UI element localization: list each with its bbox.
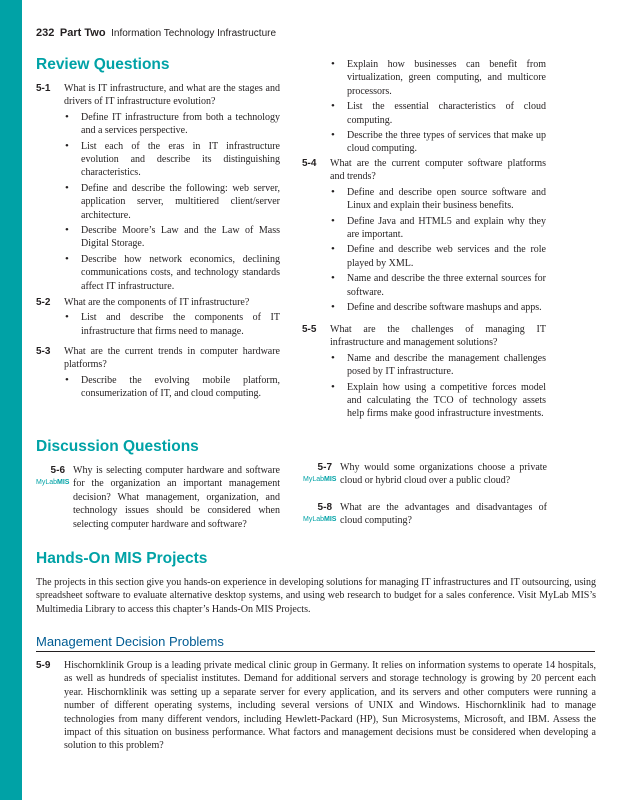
- bullet-item: • Define and describe the following: web server, application server, multitiered client/server architecture.: [64, 182, 280, 222]
- question-text: What is IT infrastructure, and what are the stages and drivers of IT infrastructure evolution?: [64, 83, 280, 108]
- bullet-item: • Name and describe the three external sources for software.: [330, 272, 546, 299]
- bullet-item: • Describe the three types of services that make up cloud computing.: [330, 129, 546, 156]
- hands-on-intro: The projects in this section give you hands-on experience in developing solutions for managing IT infrastructures and IT outsourcing, using spreadsheet software to evaluate alternative desktop systems, and using web research to budget for a sales conference. Visit MyLab MIS’s Multimedia Library to access this chapter’s Hands-On MIS Projects.: [36, 577, 596, 615]
- question-number: 5-7: [317, 462, 332, 473]
- question-5-5: [302, 323, 546, 424]
- question-text: What are the components of IT infrastructure?: [64, 297, 250, 308]
- question-5-3: [36, 345, 280, 404]
- mylab-mis-tag: MyLabMIS: [36, 479, 70, 486]
- bullet-item: • List and describe the components of IT infrastructure that firms need to manage.: [64, 311, 280, 338]
- question-number: 5-4: [302, 158, 317, 169]
- section-rule: [36, 651, 595, 652]
- bullet-item: • Define and describe software mashups and apps.: [330, 301, 546, 314]
- running-header: [36, 27, 276, 39]
- question-5-9: [36, 659, 596, 753]
- mylab-mis-tag: MyLabMIS: [303, 516, 337, 523]
- bullet-item: • Describe how network economics, declining communications costs, and technology standards affect IT infrastructure.: [64, 253, 280, 293]
- question-text: Why is selecting computer hardware and software for the organization an important management decision? What management, organization, and technology issues should be considered when selecting computer hardware and software?: [73, 465, 280, 530]
- bullet-item: • Define Java and HTML5 and explain why they are important.: [330, 215, 546, 242]
- question-text: Why would some organizations choose a private cloud or hybrid cloud over a public cloud?: [340, 462, 547, 487]
- question-text: What are the challenges of managing IT infrastructure and management solutions?: [330, 324, 546, 349]
- page-number: 232: [36, 27, 55, 39]
- bullet-item: • List each of the eras in IT infrastructure evolution and describe its distinguishing characteristics.: [64, 140, 280, 180]
- question-number: 5-2: [36, 297, 51, 308]
- question-5-1: [36, 82, 280, 296]
- question-text: What are the current trends in computer hardware platforms?: [64, 346, 280, 371]
- bullet-item: • List the essential characteristics of cloud computing.: [330, 100, 546, 127]
- discussion-questions-heading: Discussion Questions: [36, 438, 199, 455]
- bullet-item: • Define and describe open source software and Linux and explain their business benefits.: [330, 186, 546, 213]
- part-title: Information Technology Infrastructure: [111, 28, 277, 39]
- bullet-item: • Explain how using a competitive forces model and calculating the TCO of technology assets help firms make good infrastructure investments.: [330, 381, 546, 421]
- question-number: 5-6: [50, 465, 65, 476]
- mylab-mis-tag: MyLabMIS: [303, 476, 337, 483]
- question-text: What are the advantages and disadvantages of cloud computing?: [340, 502, 547, 527]
- bullet-item: • Define IT infrastructure from both a technology and a services perspective.: [64, 111, 280, 138]
- question-text: What are the current computer software platforms and trends?: [330, 158, 546, 183]
- review-questions-heading: Review Questions: [36, 56, 170, 73]
- question-number: 5-8: [317, 502, 332, 513]
- question-5-2: [36, 296, 280, 341]
- hands-on-projects-heading: Hands-On MIS Projects: [36, 550, 208, 567]
- bullet-item: • Name and describe the management challenges posed by IT infrastructure.: [330, 352, 546, 379]
- question-number: 5-3: [36, 346, 51, 357]
- question-5-7: [303, 461, 547, 488]
- bullet-item: • Describe the evolving mobile platform, consumerization of IT, and cloud computing.: [64, 374, 280, 401]
- part-label: Part Two: [59, 27, 106, 39]
- question-number: 5-1: [36, 83, 51, 94]
- question-text: Hischornklinik Group is a leading private medical clinic group in Germany. It relies on information systems to operate 14 hospitals, as well as hundreds of specialist institutes. Demand for additional servers and storage technology is growing by 20 percent each year. Hischornklinik was setting up a separate server for every application, and its servers and other computers were running a number of different operating systems, including several versions of UNIX and Windows. Hischornklinik had to manage technologies from many different vendors, including Hewlett-Packard (HP), Sun Microsystems, Microsoft, and IBM. Assess the impact of this situation on business performance. What factors and management decisions must be considered when developing a solution to this problem?: [64, 660, 596, 752]
- bullet-item: • Describe Moore’s Law and the Law of Mass Digital Storage.: [64, 224, 280, 251]
- question-5-6: [36, 464, 280, 531]
- management-decision-problems-heading: Management Decision Problems: [36, 634, 224, 649]
- question-number: 5-5: [302, 324, 317, 335]
- question-5-8: [303, 501, 547, 528]
- question-5-3-continued: [302, 58, 546, 159]
- question-number: 5-9: [36, 660, 51, 671]
- question-5-4: [302, 157, 546, 317]
- page-edge-stripe: [0, 0, 22, 800]
- bullet-item: • Define and describe web services and the role played by XML.: [330, 243, 546, 270]
- bullet-item: • Explain how businesses can benefit from virtualization, green computing, and multicore processors.: [330, 58, 546, 98]
